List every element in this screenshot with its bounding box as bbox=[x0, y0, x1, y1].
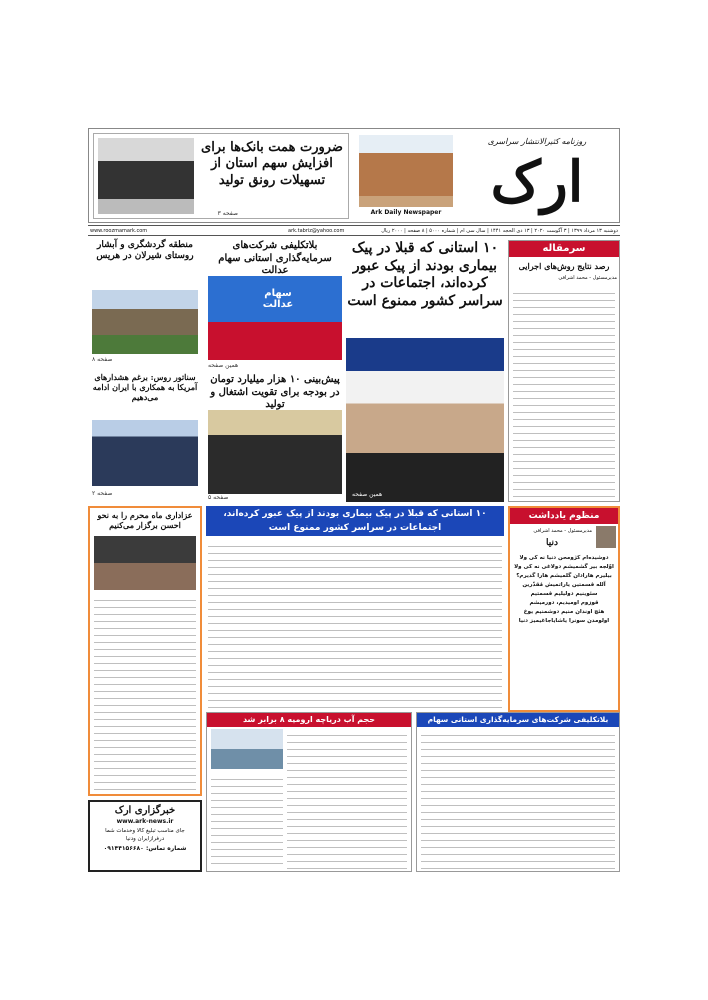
poem-box bbox=[508, 506, 620, 712]
editorial-title[interactable]: رصد نتایج روش‌های اجرایی bbox=[518, 261, 610, 271]
left-middle-page[interactable]: صفحه ۲ bbox=[92, 490, 113, 497]
left-middle-headline[interactable]: سناتور روس: برغم هشدارهای آمریکا به همکاری با ایران ادامه می‌دهیم bbox=[92, 372, 198, 402]
poem-line: قوزوم اومیدیم، دورمیشم bbox=[529, 600, 599, 606]
urmia-body-lower bbox=[211, 773, 283, 869]
masthead-english: Ark Daily Newspaper bbox=[370, 209, 442, 216]
muharram-photo bbox=[94, 536, 196, 590]
center-top-image bbox=[208, 276, 342, 360]
main-headline[interactable]: ۱۰ استانی که قبلا در پیک بیماری بودند از پیک عبور کرده‌اند، اجتماعات در سراسر کشور ممنوع است bbox=[347, 240, 503, 309]
center-bottom-page[interactable]: صفحه ۵ bbox=[208, 494, 229, 501]
muharram-box bbox=[88, 506, 202, 796]
poem-line: بیلیرم هارادان گلمیشم هارا گدیرم؟ bbox=[516, 573, 612, 579]
main-photo-caption[interactable]: همین صفحه bbox=[352, 491, 383, 498]
poem-lines bbox=[514, 554, 614, 706]
left-middle-photo bbox=[92, 420, 198, 486]
lead-story-page[interactable]: صفحه ۳ bbox=[217, 210, 238, 217]
poem-author-photo bbox=[596, 526, 616, 548]
castle-photo bbox=[359, 135, 453, 207]
dateline-email[interactable]: ark.tabriz@yahoo.com bbox=[288, 228, 345, 234]
urmia-headline[interactable]: حجم آب دریاچه ارومیه ۸ برابر شد bbox=[207, 713, 411, 727]
agency-line2: درفرازایران ودنیا bbox=[125, 836, 165, 842]
muharram-body bbox=[94, 594, 196, 790]
shares-headline[interactable]: بلاتکلیفی شرکت‌های سرمایه‌گذاری استانی سهام bbox=[417, 713, 619, 727]
left-top-page[interactable]: صفحه ۸ bbox=[92, 356, 113, 363]
editorial-byline: مدیرمسئول - محمد اشرافی bbox=[558, 275, 617, 281]
center-article-body bbox=[208, 540, 502, 708]
poem-line: اوّلجه بیر گشمیشم دولاغی نه کی ولا bbox=[514, 564, 614, 570]
poem-byline: مدیرمسئول - محمد اشرافی bbox=[533, 528, 592, 534]
center-top-headline[interactable]: بلاتکلیفی شرکت‌های سرمایه‌گذاری استانی سهام عدالت bbox=[218, 240, 332, 276]
masthead-logo: ارک bbox=[490, 149, 584, 215]
editorial-header: سرمقاله bbox=[509, 241, 619, 257]
lead-story-headline[interactable]: ضرورت همت بانک‌ها برای افزایش سهم استان از تسهیلات رونق تولید bbox=[201, 140, 343, 188]
muharram-headline[interactable]: عزاداری ماه محرم را به نحو احسن برگزار می‌کنیم bbox=[97, 510, 193, 530]
center-banner[interactable]: ۱۰ استانی که قبلا در پیک بیماری بودند از پیک عبور کرده‌اند، اجتماعات در سراسر کشور ممنوع است bbox=[206, 506, 504, 536]
shares-body bbox=[421, 729, 615, 869]
center-top-page[interactable]: همین صفحه bbox=[208, 362, 239, 369]
urmia-photo bbox=[211, 729, 283, 769]
poem-line: آلله قسمتین یاراتمیش مُقدّرین bbox=[522, 582, 606, 588]
poem-line: سئوینیم دولیلیم قسمتیم bbox=[530, 591, 598, 597]
center-top-banner: سهام عدالت bbox=[262, 288, 294, 310]
agency-line1: جای مناسب تبلیغ کالا وخدمات شما bbox=[105, 828, 185, 834]
shares-box bbox=[416, 712, 620, 872]
dateline-site[interactable]: www.roozmamark.com bbox=[90, 228, 148, 234]
agency-ad bbox=[88, 800, 202, 872]
editorial-column bbox=[508, 240, 620, 502]
lead-story-box bbox=[93, 133, 349, 219]
main-photo bbox=[346, 338, 504, 502]
poem-line: هئچ اوندان منیم دوشمنیم یوخ bbox=[523, 609, 605, 615]
agency-phone[interactable]: شماره تماس: ۰۹۱۴۴۱۵۶۶۸۰ bbox=[103, 845, 187, 852]
poem-title: دنیا bbox=[546, 538, 558, 548]
editorial-body bbox=[513, 287, 615, 497]
center-bottom-headline[interactable]: پیش‌بینی ۱۰ هزار میلیارد تومان در بودجه برای تقویت اشتغال و تولید bbox=[210, 374, 340, 410]
urmia-box bbox=[206, 712, 412, 872]
dateline-text: دوشنبه ۱۳ مرداد ۱۳۹۹ | ۳ آگوست ۲۰۲۰ | ۱۳ ذی الحجه ۱۴۴۱ | سال سی ام | شماره ۵۰۰۰ | ۸ صفحه | ۲۰۰۰ ریال bbox=[381, 228, 618, 234]
poem-header: منظوم یادداشت bbox=[510, 508, 618, 524]
masthead-subtitle: روزنامه کثیرالانتشار سراسری bbox=[487, 137, 587, 146]
agency-url[interactable]: www.ark-news.ir bbox=[116, 818, 174, 825]
lead-story-photo bbox=[98, 138, 194, 214]
poem-line: اولومدن سونرا یاشایاجاغیمیز دنیا bbox=[518, 618, 610, 624]
poem-line: دوشیده‌ام کژومحن دنیا نه کی ولا bbox=[519, 555, 609, 561]
left-top-photo bbox=[92, 290, 198, 354]
dateline-bar bbox=[88, 225, 620, 236]
urmia-body bbox=[287, 729, 407, 869]
masthead bbox=[88, 128, 620, 223]
left-top-headline[interactable]: منطقه گردشگری و آبشار روستای شیرلان در هریس bbox=[96, 240, 194, 262]
agency-title: خبرگزاری ارک bbox=[114, 805, 176, 816]
center-bottom-photo bbox=[208, 410, 342, 494]
